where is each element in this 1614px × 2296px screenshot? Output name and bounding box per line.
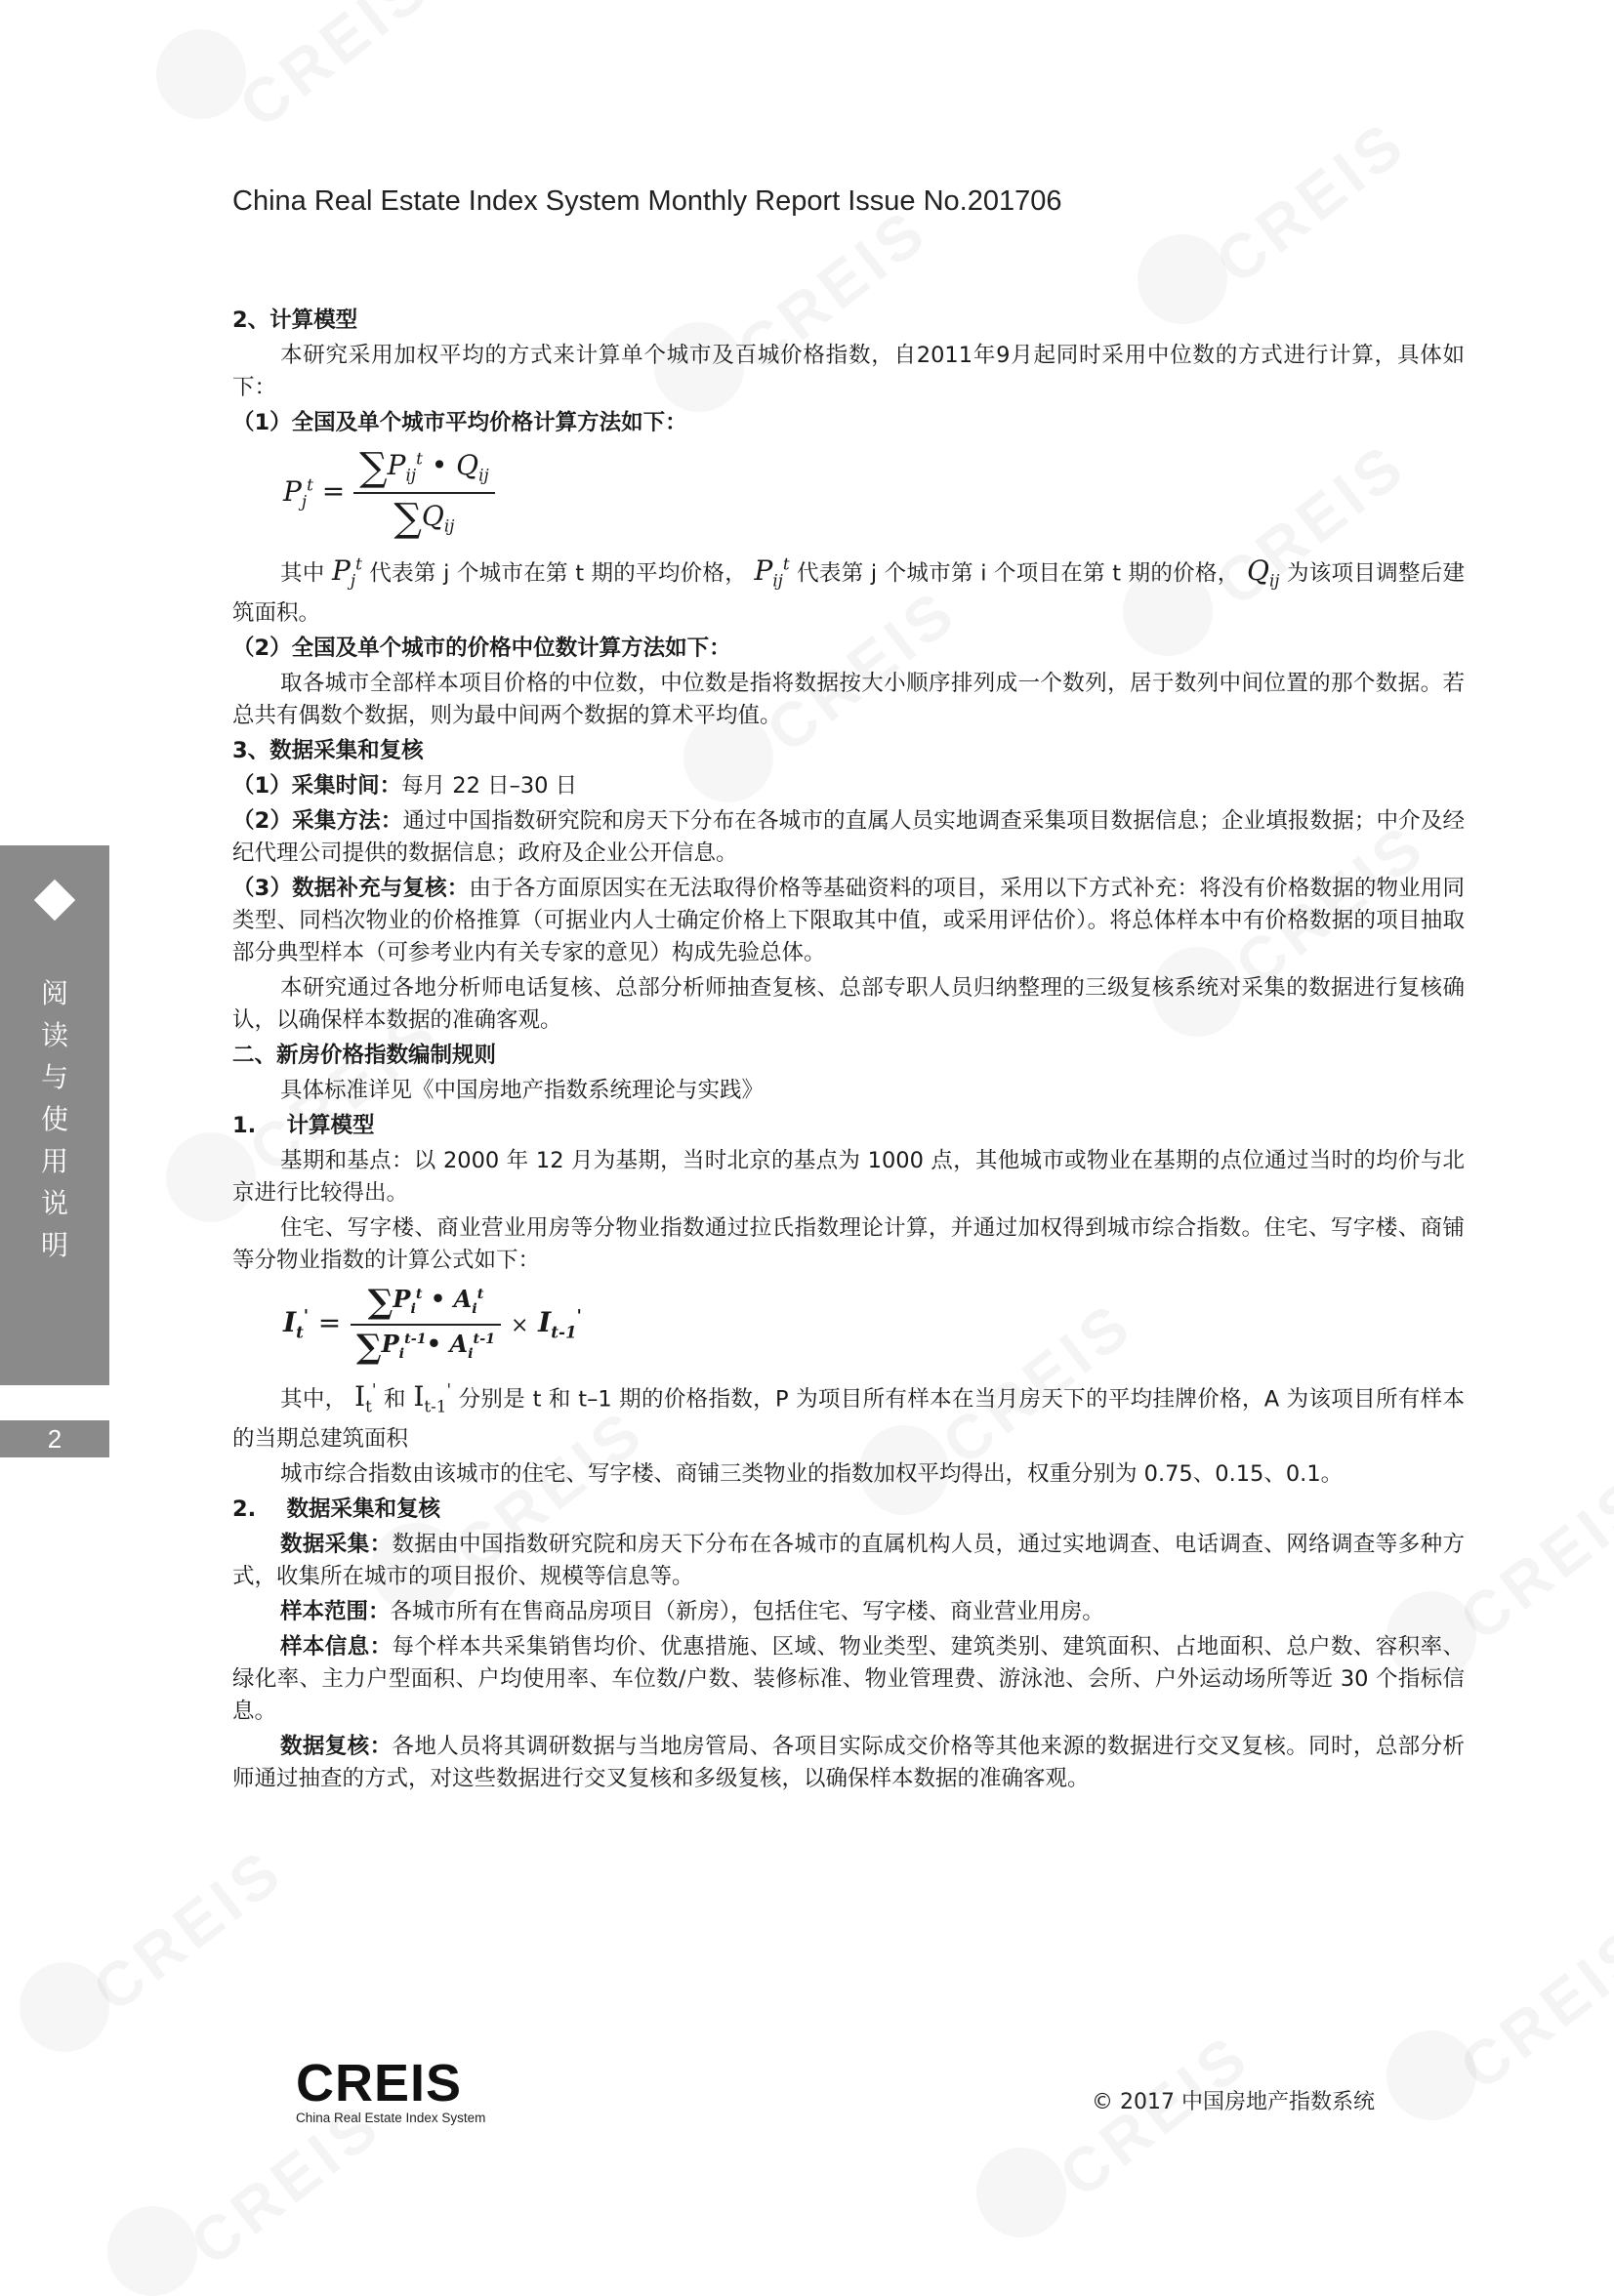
watermark — [226, 0, 443, 143]
paragraph: 具体标准详见《中国房地产指数系统理论与实践》 — [280, 1077, 765, 1103]
watermark — [1202, 105, 1420, 298]
report-header: China Real Estate Index System Monthly Report Issue No.201706 — [232, 185, 1062, 217]
document-body — [232, 305, 1465, 1798]
math-symbol: $I_t'$ — [354, 1379, 377, 1416]
watermark — [79, 1833, 297, 2026]
paragraph: 样本范围：各城市所有在售商品房项目（新房），包括住宅、写字楼、商业营业用房。 — [280, 1598, 1104, 1624]
paragraph: 住宅、写字楼、商业营业用房等分物业指数通过拉氏指数理论计算，并通过加权得到城市综合指数。住宅、写字楼、商铺等分物业指数的计算公式如下： — [232, 1214, 1465, 1273]
numbered-heading: 1. 计算模型 — [232, 1112, 375, 1138]
sidebar-label — [0, 972, 109, 1266]
watermark — [1046, 2019, 1263, 2211]
sidebar-char: 明 — [40, 1229, 68, 1261]
watermark — [1446, 1911, 1614, 2104]
price-index-formula: $I_t'$ = $\frac{\sum P_i^t • A_i^t}{\sum P_i^{t-1}• A_i^{t-1}}$ × $I_{t-1}'$ — [283, 1282, 582, 1367]
paragraph: 数据复核：各地人员将其调研数据与当地房管局、各项目实际成交价格等其他来源的数据进行交叉复核。同时，总部分析师通过抽查的方式，对这些数据进行交叉复核和多级复核，以确保样本数据的准确客观。 — [232, 1733, 1465, 1791]
watermark — [1446, 1462, 1614, 1655]
sidebar-char: 阅 — [40, 977, 68, 1009]
section-title: 2、计算模型 — [232, 308, 358, 333]
part-title: 二、新房价格指数编制规则 — [232, 1042, 497, 1068]
paragraph: 基期和基点：以 2000 年 12 月为基期，当时北京的基点为 1000 点，其他城市或物业在基期的点位通过当时的均价与北京进行比较得出。 — [232, 1147, 1465, 1206]
paragraph: 数据采集：数据由中国指数研究院和房天下分布在各城市的直属机构人员，通过实地调查、电话调查、网络调查等多种方式，收集所在城市的项目报价、规模等信息等。 — [232, 1531, 1465, 1589]
copyright-notice: © 2017 中国房地产指数系统 — [1092, 2090, 1375, 2114]
sidebar-char: 说 — [40, 1187, 68, 1219]
logo-text: CREIS — [296, 2054, 463, 2112]
logo-subtitle: China Real Estate Index System — [296, 2111, 486, 2125]
subsection-title: （1）全国及单个城市平均价格计算方法如下： — [232, 410, 687, 435]
paragraph: 本研究采用加权平均的方式来计算单个城市及百城价格指数，自2011年9月起同时采用中位数的方式进行计算，具体如下： — [232, 343, 1465, 400]
section-title: 3、数据采集和复核 — [232, 737, 424, 763]
math-symbol: $P_{ij}^t$ — [754, 554, 790, 591]
math-symbol: $Q_{ij}$ — [1246, 554, 1280, 591]
math-symbol: $I_{t-1}'$ — [413, 1379, 452, 1416]
sidebar-char: 用 — [40, 1145, 68, 1177]
sidebar-tab — [0, 845, 109, 1385]
paragraph: 本研究通过各地分析师电话复核、总部分析师抽查复核、总部专职人员归纳整理的三级复核系统对采集的数据进行复核确认，以确保样本数据的准确客观。 — [232, 974, 1465, 1033]
paragraph: 样本信息：每个样本共采集销售均价、优惠措施、区域、物业类型、建筑类别、建筑面积、占地面积、总户数、容积率、绿化率、主力户型面积、户均使用率、车位数/户数、装修标准、物业管理费、游泳池、会所、户外运动场所等近 30 个指标信息。 — [232, 1633, 1465, 1724]
math-symbol: $P_j^t$ — [332, 554, 362, 591]
formula-description: 其中， $I_t'$ 和 $I_{t-1}'$ 分别是 t 和 t–1 期的价格指数，P 为项目所有样本在当月房天下的平均挂牌价格，A 为该项目所有样本的当期总建筑面积 — [232, 1379, 1465, 1452]
numbered-heading: 2. 数据采集和复核 — [232, 1496, 441, 1522]
paragraph: （2）采集方法：通过中国指数研究院和房天下分布在各城市的直属人员实地调查采集项目数据信息；企业填报数据；中介及经纪代理公司提供的数据信息；政府及企业公开信息。 — [232, 807, 1465, 866]
paragraph: 取各城市全部样本项目价格的中位数，中位数是指将数据按大小顺序排列成一个数列，居于数列中间位置的那个数据。若总共有偶数个数据，则为最中间两个数据的算术平均值。 — [232, 670, 1465, 728]
sidebar-char: 读 — [40, 1019, 68, 1051]
sidebar-char: 使 — [40, 1103, 68, 1135]
diamond-icon — [34, 880, 75, 921]
formula-description: 其中 $P_j^t$ 代表第 j 个城市在第 t 期的平均价格， $P_{ij}^t$ 代表第 j 个城市第 i 个项目在第 t 期的价格， $Q_{ij}$ 为该项目调整后建筑面积。 — [232, 554, 1466, 626]
paragraph: （3）数据补充与复核：由于各方面原因实在无法取得价格等基础资料的项目，采用以下方式补充：将没有价格数据的物业用同类型、同档次物业的价格推算（可据业内人士确定价格上下限取其中值，或采用评估价）。将总体样本中有价格数据的项目抽取部分典型样本（可参考业内有关专家的意见）构成先验总体。 — [232, 875, 1465, 965]
watermark-logo-icon — [156, 29, 246, 119]
paragraph: 城市综合指数由该城市的住宅、写字楼、商铺三类物业的指数加权平均得出，权重分别为 0.75、0.15、0.1。 — [280, 1460, 1344, 1487]
sidebar-char: 与 — [40, 1061, 68, 1093]
average-price-formula: $P_j^t$ = $\frac{\sum P_{ij}^t • Q_{ij}}{\sum Q_{ij}}$ — [283, 445, 1465, 541]
paragraph: （1）采集时间：每月 22 日–30 日 — [232, 772, 578, 799]
creis-logo — [296, 2054, 486, 2125]
page-number: 2 — [0, 1420, 109, 1457]
subsection-title: （2）全国及单个城市的价格中位数计算方法如下： — [232, 635, 731, 661]
